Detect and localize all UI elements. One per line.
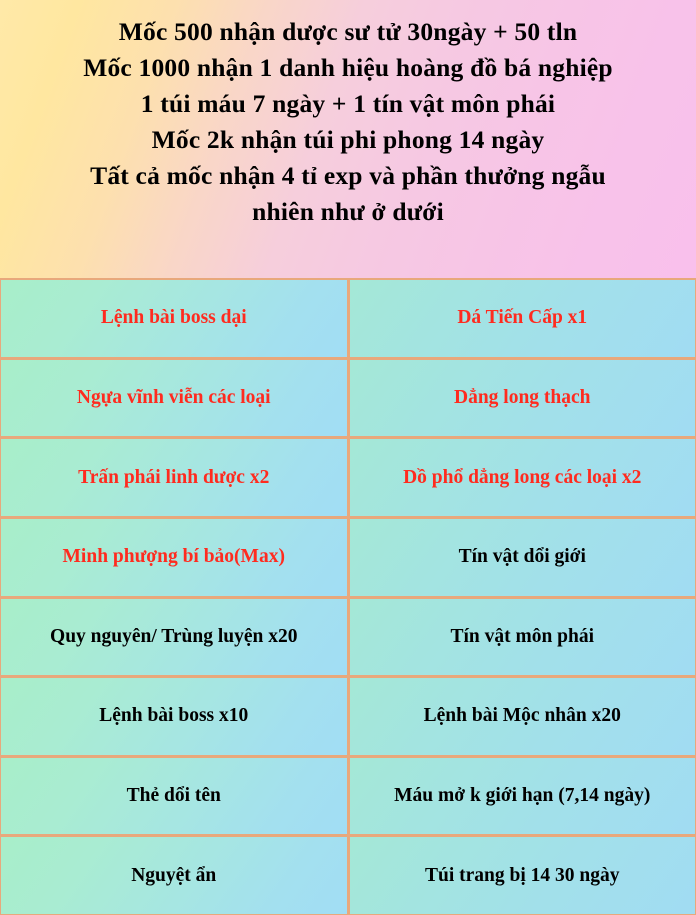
reward-cell: Lệnh bài boss dại [0,279,348,358]
header-line-6: nhiên như ở dưới [252,197,444,226]
reward-cell: Lệnh bài boss x10 [0,677,348,756]
reward-cell: Minh phượng bí bảo(Max) [0,518,348,597]
reward-cell: Dồ phổ dẳng long các loại x2 [349,438,696,517]
reward-cell: Máu mở k giới hạn (7,14 ngày) [349,757,696,836]
header-line-2: Mốc 1000 nhận 1 danh hiệu hoàng đồ bá nghiệp [83,53,613,82]
reward-cell: Trấn phái linh dược x2 [0,438,348,517]
reward-cell: Nguyệt ẩn [0,836,348,915]
reward-cell: Dá Tiến Cấp x1 [349,279,696,358]
header-line-4: Mốc 2k nhận túi phi phong 14 ngày [151,125,545,154]
reward-cell: Thẻ dổi tên [0,757,348,836]
reward-cell: Ngựa vĩnh viễn các loại [0,359,348,438]
reward-cell: Tín vật môn phái [349,598,696,677]
reward-cell: Túi trang bị 14 30 ngày [349,836,696,915]
header-banner [0,0,696,278]
reward-cell: Quy nguyên/ Trùng luyện x20 [0,598,348,677]
reward-cell: Lệnh bài Mộc nhân x20 [349,677,696,756]
header-line-3: 1 túi máu 7 ngày + 1 tín vật môn phái [140,89,556,118]
reward-cell: Tín vật dổi giới [349,518,696,597]
reward-cell: Dẳng long thạch [349,359,696,438]
header-line-1: Mốc 500 nhận dược sư tử 30ngày + 50 tln [118,17,578,46]
rewards-grid [0,278,696,915]
header-line-5: Tất cả mốc nhận 4 tỉ exp và phần thưởng ngẫu [90,161,606,190]
